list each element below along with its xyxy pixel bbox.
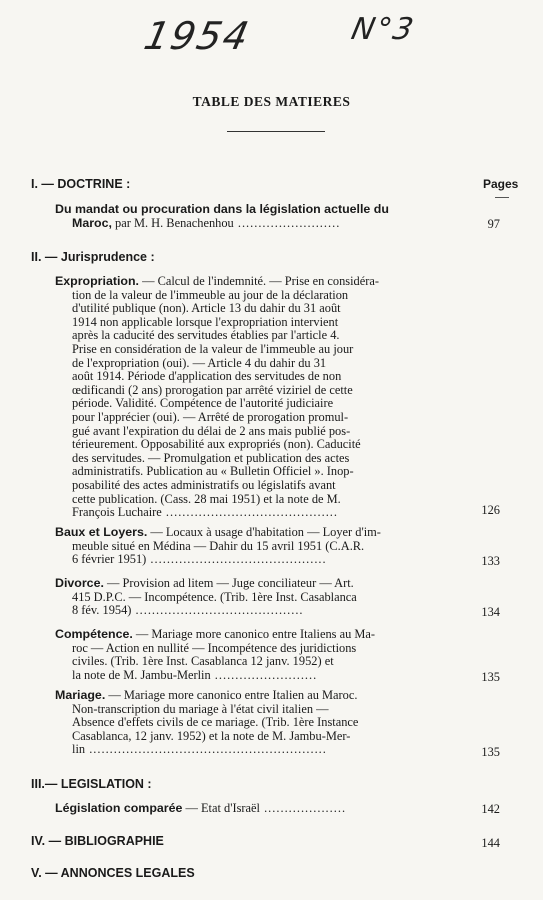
entry-line: térieurement. Opposabilité aux expropriés (non). Caducité (72, 438, 361, 452)
entry-line: Prise en considération de la valeur de l'immeuble au jour (72, 342, 354, 356)
page-number: 133 (481, 554, 500, 568)
entry-line: après la caducité des servitudes établies par l'article 4. (72, 329, 340, 343)
handwritten-issue-number: N°3 (348, 12, 419, 47)
dot-leader: .................... (259, 802, 347, 815)
section-annonces-legales-heading: V. — ANNONCES LEGALES (31, 866, 195, 880)
entry-text: — Provision ad litem — Juge conciliateur — Art. (103, 577, 354, 590)
page-number: 135 (481, 670, 500, 684)
page-title: TABLE DES MATIERES (192, 94, 351, 109)
entry-legislation-comparee (55, 802, 465, 816)
pages-divider (495, 197, 509, 198)
entry-line: gué avant l'expiration du délai de 2 ans mais publié pos- (72, 424, 351, 438)
entry-divorce (55, 577, 465, 618)
entry-heading: Divorce. (55, 577, 104, 590)
entry-line: cette publication. (Cass. 28 mai 1951) et la note de M. (72, 492, 341, 506)
entry-line: François Luchaire (72, 506, 162, 520)
entry-baux-et-loyers (55, 526, 465, 567)
entry-heading: Législation comparée (55, 802, 183, 815)
entry-mariage (55, 689, 465, 757)
entry-doctrine (55, 203, 465, 230)
section-bibliographie-heading: IV. — BIBLIOGRAPHIE (31, 834, 164, 848)
dot-leader: ......................................... (131, 604, 304, 618)
page-number: 142 (481, 802, 500, 816)
entry-title-cont: Maroc, (72, 216, 112, 230)
entry-line: 8 fév. 1954) (72, 604, 132, 618)
entry-line: Casablanca, 12 janv. 1952) et la note de M. Jambu-Mer- (72, 729, 351, 743)
page-number: 134 (481, 605, 500, 619)
section-legislation-heading: III.— LEGISLATION : (31, 777, 152, 791)
section-doctrine-heading: I. — DOCTRINE : (31, 177, 131, 191)
entry-line: 415 D.P.C. — Incompétence. (Trib. 1ère Inst. Casablanca (72, 590, 357, 604)
entry-author: par M. H. Benachenhou (111, 216, 234, 230)
entry-text: — Locaux à usage d'habitation — Loyer d'im- (147, 526, 381, 539)
entry-line: des servitudes. — Promulgation et publication des actes (72, 451, 350, 465)
page-number: 97 (487, 217, 500, 231)
entry-expropriation (55, 275, 465, 520)
dot-leader: ........................................... (146, 553, 327, 567)
entry-heading: Mariage. (55, 689, 106, 702)
dot-leader: ......................... (233, 216, 341, 230)
page-number: 126 (481, 503, 500, 517)
entry-heading: Baux et Loyers. (55, 526, 148, 539)
page-number: 135 (481, 745, 500, 759)
page-number: 144 (481, 836, 500, 850)
handwritten-year: 1954 (140, 14, 255, 58)
entry-text: — Etat d'Israël (182, 802, 260, 815)
entry-line: 6 février 1951) (72, 553, 147, 567)
entry-line: administratifs. Publication au « Bulletin Officiel ». Inop- (72, 465, 354, 479)
entry-line: d'utilité publique (non). Article 13 du dahir du 31 août (72, 302, 341, 316)
entry-line: meuble situé en Médina — Dahir du 15 avril 1951 (C.A.R. (72, 539, 365, 553)
entry-line: œdificandi (2 ans) prorogation par arrêté viziriel de cette (72, 383, 353, 397)
entry-competence (55, 628, 465, 682)
entry-line: Absence d'effets civils de ce mariage. (Trib. 1ère Instance (72, 716, 359, 730)
entry-line: août 1914. Période d'application des servitudes de non (72, 370, 342, 384)
entry-line: lin (72, 743, 86, 757)
entry-line: de l'expropriation (oui). — Article 4 du dahir du 31 (72, 356, 327, 370)
entry-text: — Mariage more canonico entre Italien au Maroc. (105, 689, 358, 702)
entry-title: Du mandat ou procuration dans la législation actuelle du (55, 203, 389, 216)
entry-line: la note de M. Jambu-Merlin (72, 668, 211, 682)
entry-text: — Calcul de l'indemnité. — Prise en considéra- (139, 275, 380, 288)
dot-leader: ......................... (210, 668, 318, 682)
entry-line: civiles. (Trib. 1ère Inst. Casablanca 12 janv. 1952) et (72, 655, 334, 669)
section-jurisprudence-heading: II. — Jurisprudence : (31, 250, 155, 264)
entry-line: tion de la valeur de l'immeuble au jour de la déclaration (72, 288, 349, 302)
entry-text: — Mariage more canonico entre Italiens au Ma- (132, 628, 376, 641)
entry-line: pour l'apprécier (oui). — Arrêté de prorogation promul- (72, 410, 349, 424)
pages-column-header: Pages (483, 177, 519, 191)
entry-line: 1914 non applicable lorsque l'expropriation intervient (72, 315, 339, 329)
entry-heading: Expropriation. (55, 275, 139, 288)
entry-line: période. Validité. Compétence de l'autorité judiciaire (72, 397, 334, 411)
entry-line: roc — Action en nullité — Incompétence des juridictions (72, 641, 357, 655)
entry-line: posabilité des actes administratifs ou législatifs avant (72, 478, 336, 492)
dot-leader: .......................................................... (85, 743, 327, 757)
entry-heading: Compétence. (55, 628, 133, 641)
entry-line: Non-transcription du mariage à l'état civil italien — (72, 702, 329, 716)
dot-leader: .......................................... (161, 506, 338, 520)
title-rule (227, 131, 325, 132)
